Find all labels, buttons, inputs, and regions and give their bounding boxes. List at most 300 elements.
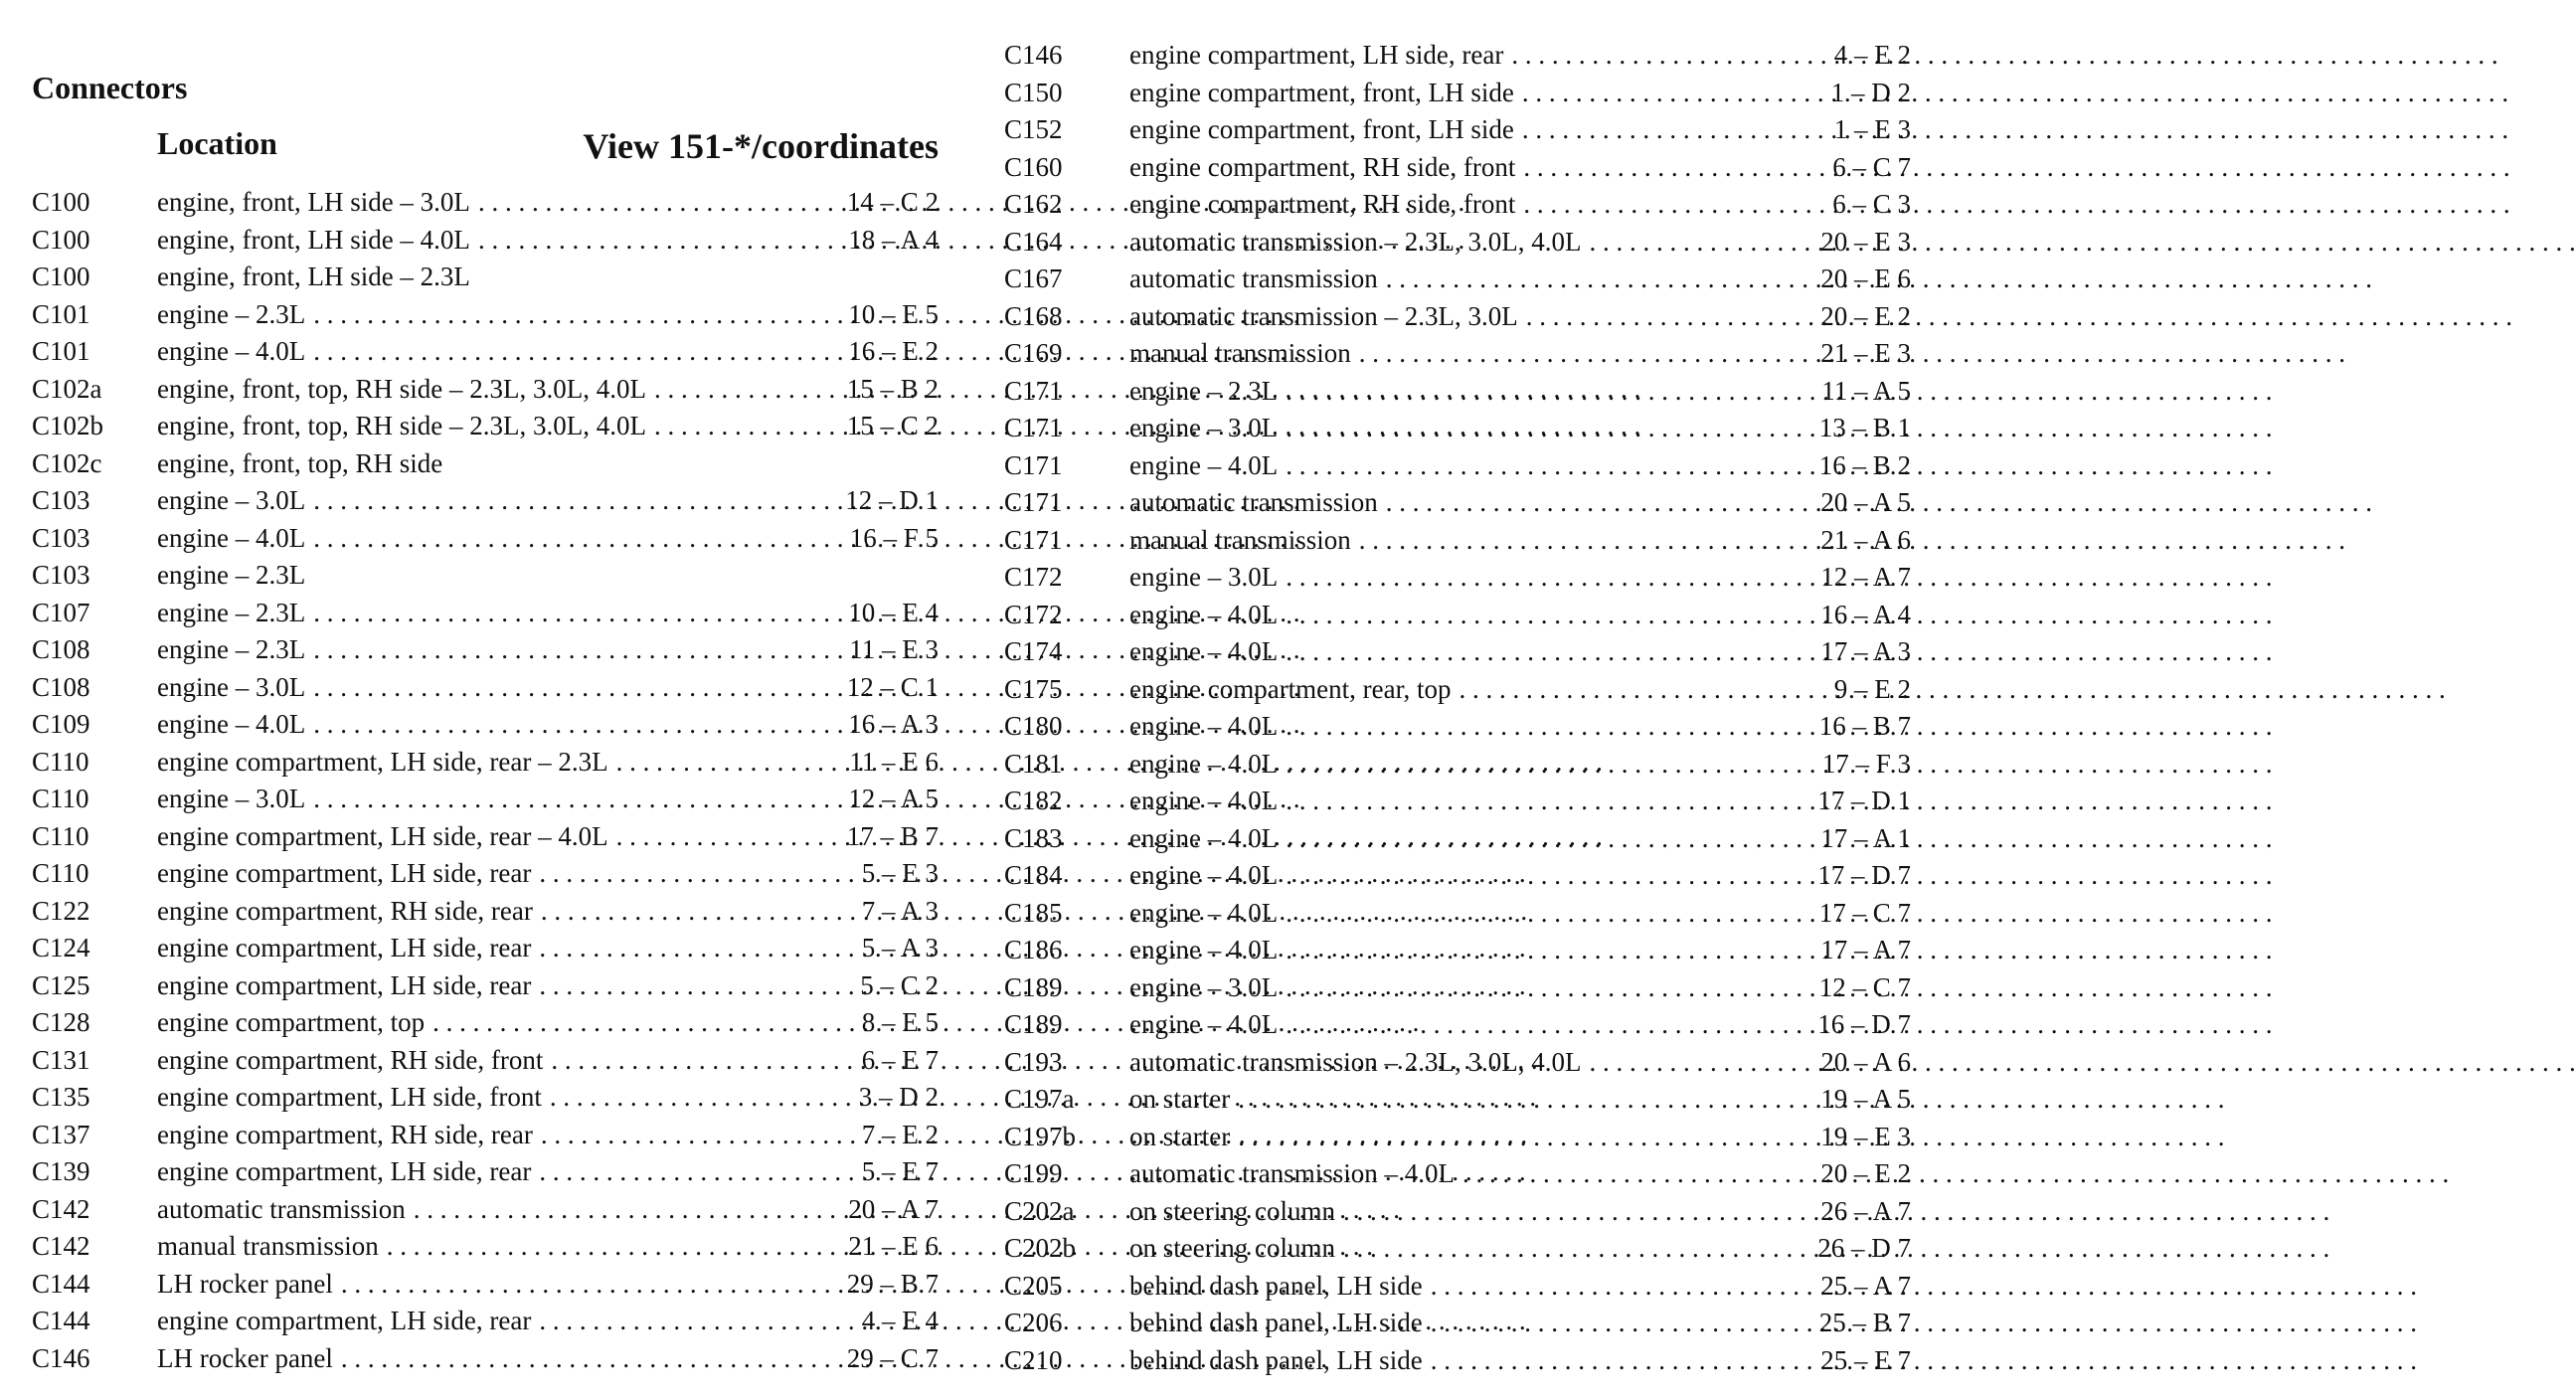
connector-location: engine compartment, LH side, rear bbox=[157, 858, 532, 888]
connector-code: C181 bbox=[1004, 748, 1063, 779]
connector-coordinates: 6 – C 7 bbox=[1832, 151, 1911, 182]
dot-leader bbox=[1286, 969, 1792, 1007]
connector-row bbox=[1004, 1155, 1911, 1193]
connector-coordinates: 20 – E 3 bbox=[1820, 226, 1911, 257]
connector-location: behind dash panel, LH side bbox=[1129, 1308, 1423, 1337]
connector-row bbox=[1004, 298, 1911, 336]
connector-location: on steering column bbox=[1129, 1233, 1335, 1263]
connector-coordinates: 17 – A 3 bbox=[1820, 636, 1911, 666]
connector-location: engine compartment, LH side, rear bbox=[157, 969, 532, 1000]
connector-location: engine – 4.0L bbox=[1129, 786, 1279, 815]
dot-leader bbox=[387, 1228, 819, 1266]
dot-leader bbox=[313, 333, 819, 371]
connector-row bbox=[32, 1266, 939, 1304]
dot-leader bbox=[551, 1042, 819, 1080]
connector-code: C102a bbox=[32, 373, 102, 404]
connector-row bbox=[32, 669, 939, 707]
dot-leader bbox=[1511, 37, 1792, 75]
connector-row bbox=[1004, 597, 1911, 634]
dot-leader bbox=[539, 1153, 819, 1191]
connector-location: automatic transmission – 2.3L, 3.0L bbox=[1129, 300, 1518, 331]
connector-coordinates: 15 – C 2 bbox=[846, 411, 939, 440]
connector-coordinates: 26 – D 7 bbox=[1817, 1233, 1911, 1263]
connector-location: engine – 4.0L bbox=[1129, 449, 1279, 480]
connector-code: C184 bbox=[1004, 860, 1063, 890]
connector-row bbox=[32, 259, 939, 296]
connector-coordinates: 4 – E 2 bbox=[1833, 40, 1911, 70]
dot-leader bbox=[1589, 224, 1792, 262]
connector-location: automatic transmission – 4.0L bbox=[1129, 1158, 1455, 1188]
connector-coordinates: 1 – D 2 bbox=[1830, 77, 1911, 107]
connector-coordinates: 12 – C 7 bbox=[1818, 971, 1911, 1002]
connector-location: engine, front, top, RH side – 2.3L, 3.0L, 4.0L bbox=[157, 373, 646, 404]
connector-location: engine – 2.3L bbox=[157, 298, 306, 329]
dot-leader bbox=[1286, 932, 1792, 969]
connector-row bbox=[1004, 447, 1911, 485]
connector-code: C183 bbox=[1004, 822, 1063, 853]
connector-row bbox=[32, 1042, 939, 1080]
connector-coordinates: 3 – D 2 bbox=[858, 1082, 939, 1112]
connector-row bbox=[1004, 1305, 1911, 1342]
dot-leader bbox=[616, 744, 819, 782]
connector-row bbox=[32, 744, 939, 782]
connector-code: C108 bbox=[32, 671, 90, 702]
dot-leader bbox=[414, 1191, 819, 1229]
connector-code: C110 bbox=[32, 784, 89, 813]
connector-location: engine – 4.0L bbox=[1129, 599, 1279, 629]
connector-location: engine – 4.0L bbox=[1129, 748, 1279, 779]
connector-location: engine – 4.0L bbox=[1129, 636, 1279, 666]
connector-row bbox=[1004, 1081, 1911, 1119]
connector-location: engine – 4.0L bbox=[1129, 897, 1279, 928]
connector-location: engine – 3.0L bbox=[157, 485, 306, 515]
connector-code: C103 bbox=[32, 522, 90, 553]
connector-location: engine compartment, RH side, front bbox=[1129, 189, 1516, 219]
connector-coordinates: 9 – E 2 bbox=[1833, 673, 1911, 704]
connector-coordinates: 14 – C 2 bbox=[846, 187, 939, 217]
connector-row bbox=[1004, 37, 1911, 75]
connector-row bbox=[32, 1303, 939, 1340]
connector-code: C122 bbox=[32, 895, 90, 926]
connector-coordinates: 25 – E 7 bbox=[1820, 1344, 1911, 1375]
connector-location: engine – 4.0L bbox=[1129, 822, 1279, 853]
connector-coordinates: 17 – D 1 bbox=[1817, 786, 1911, 815]
connector-location: engine – 4.0L bbox=[1129, 711, 1279, 741]
dot-leader bbox=[1286, 857, 1792, 895]
dot-leader bbox=[313, 482, 819, 520]
connector-row bbox=[32, 371, 939, 409]
connector-row bbox=[1004, 1006, 1911, 1044]
connector-coordinates: 16 – E 2 bbox=[848, 336, 939, 366]
dot-leader bbox=[1523, 186, 1792, 224]
connector-coordinates: 16 – A 4 bbox=[1820, 599, 1911, 629]
connector-code: C100 bbox=[32, 187, 90, 217]
connector-row bbox=[1004, 932, 1911, 969]
connector-row bbox=[1004, 484, 1911, 522]
connector-location: engine compartment, rear, top bbox=[1129, 673, 1452, 704]
connector-location: manual transmission bbox=[1129, 338, 1351, 368]
connector-code: C108 bbox=[32, 634, 90, 664]
connector-location: manual transmission bbox=[1129, 524, 1351, 555]
connector-coordinates: 7 – E 2 bbox=[861, 1119, 939, 1149]
connector-location: engine – 3.0L bbox=[1129, 562, 1279, 592]
connector-coordinates: 12 – D 1 bbox=[845, 485, 939, 515]
connector-code: C102c bbox=[32, 447, 102, 478]
connector-coordinates: 7 – A 3 bbox=[861, 895, 939, 926]
connector-location: engine – 4.0L bbox=[1129, 860, 1279, 890]
connector-coordinates: 4 – E 4 bbox=[861, 1306, 939, 1335]
connector-coordinates: 5 – E 3 bbox=[861, 858, 939, 888]
connector-coordinates: 25 – B 7 bbox=[1818, 1308, 1911, 1337]
connector-location: engine – 4.0L bbox=[157, 709, 306, 739]
page-title: Connectors bbox=[32, 70, 188, 105]
connector-row bbox=[1004, 895, 1911, 933]
connector-location: engine compartment, LH side, rear bbox=[1129, 40, 1504, 70]
connector-code: C171 bbox=[1004, 524, 1063, 555]
dot-leader bbox=[1286, 820, 1792, 858]
dot-leader bbox=[1462, 1155, 1792, 1193]
connector-location: engine compartment, RH side, rear bbox=[157, 895, 533, 926]
connector-coordinates: 17 – A 7 bbox=[1820, 935, 1911, 964]
connector-coordinates: 11 – E 6 bbox=[849, 746, 939, 777]
connector-coordinates: 12 – A 5 bbox=[848, 784, 939, 813]
connector-code: C146 bbox=[32, 1342, 90, 1373]
connector-row bbox=[1004, 1342, 1911, 1380]
connector-code: C202b bbox=[1004, 1233, 1077, 1263]
dot-leader bbox=[313, 631, 819, 669]
connector-coordinates: 25 – A 7 bbox=[1820, 1270, 1911, 1301]
connector-code: C171 bbox=[1004, 413, 1063, 442]
connector-code: C137 bbox=[32, 1119, 90, 1149]
connector-row bbox=[1004, 186, 1911, 224]
connector-location: engine – 4.0L bbox=[1129, 1009, 1279, 1039]
connector-coordinates: 17 – D 7 bbox=[1817, 860, 1911, 890]
connector-code: C144 bbox=[32, 1268, 90, 1299]
connector-location: engine – 2.3L bbox=[157, 560, 306, 590]
connector-row bbox=[1004, 633, 1911, 671]
connector-code: C171 bbox=[1004, 487, 1063, 517]
dot-leader bbox=[313, 520, 819, 558]
dot-leader bbox=[341, 1340, 819, 1378]
dot-leader bbox=[1286, 783, 1792, 820]
connector-coordinates: 20 – E 2 bbox=[1820, 300, 1911, 331]
connector-location: engine – 3.0L bbox=[1129, 413, 1279, 442]
dot-leader bbox=[539, 967, 819, 1005]
connector-list-right bbox=[1004, 37, 1911, 1379]
connector-coordinates: 21 – A 6 bbox=[1820, 524, 1911, 555]
connector-location: engine compartment, front, LH side bbox=[1129, 77, 1514, 107]
connector-row bbox=[1004, 1230, 1911, 1268]
dot-leader bbox=[1431, 1268, 1792, 1306]
connector-location: engine, front, LH side – 4.0L bbox=[157, 224, 470, 255]
connector-location: engine compartment, LH side, rear bbox=[157, 933, 532, 962]
connector-row bbox=[1004, 335, 1911, 373]
connector-row bbox=[1004, 522, 1911, 560]
connector-location: engine – 4.0L bbox=[1129, 935, 1279, 964]
dot-leader bbox=[432, 1004, 819, 1042]
connector-row bbox=[1004, 671, 1911, 709]
connector-coordinates: 21 – E 3 bbox=[1820, 338, 1911, 368]
connector-row bbox=[1004, 708, 1911, 746]
connector-row bbox=[1004, 820, 1911, 858]
location-column-header: Location bbox=[157, 125, 277, 161]
connector-code: C124 bbox=[32, 933, 90, 962]
connector-list-left bbox=[32, 184, 939, 1377]
connector-code: C103 bbox=[32, 485, 90, 515]
connector-row bbox=[32, 967, 939, 1005]
dot-leader bbox=[341, 1266, 819, 1304]
dot-leader bbox=[1286, 633, 1792, 671]
dot-leader bbox=[539, 930, 819, 967]
connector-code: C189 bbox=[1004, 971, 1063, 1002]
connector-row bbox=[32, 1191, 939, 1229]
connector-location: engine – 2.3L bbox=[157, 634, 306, 664]
connector-row bbox=[32, 333, 939, 371]
view-coordinates-column-header: View 151-*/coordinates bbox=[583, 126, 939, 166]
connector-code: C139 bbox=[32, 1156, 90, 1186]
connector-location: automatic transmission – 2.3L, 3.0L, 4.0L bbox=[1129, 226, 1582, 257]
connector-code: C142 bbox=[32, 1231, 90, 1261]
connector-coordinates: 26 – A 7 bbox=[1820, 1195, 1911, 1226]
connector-location: behind dash panel, LH side bbox=[1129, 1270, 1423, 1301]
connector-row bbox=[1004, 783, 1911, 820]
connector-location: engine compartment, RH side, rear bbox=[157, 1119, 533, 1149]
dot-leader bbox=[1286, 559, 1792, 597]
dot-leader bbox=[550, 1079, 819, 1117]
connector-code: C206 bbox=[1004, 1308, 1063, 1337]
connector-row bbox=[1004, 1044, 1911, 1082]
connector-code: C101 bbox=[32, 298, 90, 329]
dot-leader bbox=[616, 818, 819, 856]
connector-location: on starter bbox=[1129, 1084, 1231, 1114]
dot-leader bbox=[539, 1303, 819, 1340]
connector-location: engine, front, LH side – 2.3L bbox=[157, 262, 470, 291]
dot-leader bbox=[1386, 484, 1792, 522]
connector-coordinates: 13 – B 1 bbox=[1818, 413, 1911, 442]
connector-location: engine – 3.0L bbox=[157, 784, 306, 813]
connector-coordinates: 19 – A 5 bbox=[1820, 1084, 1911, 1114]
connector-location: automatic transmission bbox=[1129, 487, 1378, 517]
dot-leader bbox=[1286, 895, 1792, 933]
connector-row bbox=[32, 1004, 939, 1042]
connector-code: C172 bbox=[1004, 599, 1063, 629]
connector-code: C109 bbox=[32, 709, 90, 739]
connector-location: engine – 4.0L bbox=[157, 522, 306, 553]
connector-coordinates: 20 – A 6 bbox=[1820, 1046, 1911, 1077]
connector-code: C172 bbox=[1004, 562, 1063, 592]
connector-row bbox=[1004, 410, 1911, 447]
connector-row bbox=[32, 631, 939, 669]
connector-row bbox=[1004, 1268, 1911, 1306]
connector-coordinates: 20 – A 7 bbox=[848, 1193, 939, 1224]
connector-code: C202a bbox=[1004, 1195, 1075, 1226]
connector-coordinates: 11 – E 3 bbox=[849, 634, 939, 664]
connector-code: C100 bbox=[32, 224, 90, 255]
connector-code: C164 bbox=[1004, 226, 1063, 257]
dot-leader bbox=[1286, 373, 1792, 411]
connector-row bbox=[32, 893, 939, 931]
connector-row bbox=[32, 184, 939, 222]
dot-leader bbox=[1526, 298, 1792, 336]
dot-leader bbox=[478, 184, 819, 222]
connector-row bbox=[32, 1117, 939, 1154]
connector-code: C182 bbox=[1004, 786, 1063, 815]
connector-location: engine – 3.0L bbox=[157, 671, 306, 702]
connector-code: C160 bbox=[1004, 151, 1063, 182]
connector-location: behind dash panel, LH side bbox=[1129, 1344, 1423, 1375]
dot-leader bbox=[313, 595, 819, 632]
connector-location: automatic transmission bbox=[157, 1193, 406, 1224]
connector-coordinates: 10 – E 4 bbox=[848, 597, 939, 627]
connector-coordinates: 16 – F 5 bbox=[849, 522, 939, 553]
connector-row bbox=[32, 296, 939, 334]
connector-coordinates: 12 – C 1 bbox=[846, 671, 939, 702]
dot-leader bbox=[1286, 708, 1792, 746]
connector-code: C185 bbox=[1004, 897, 1063, 928]
connector-row bbox=[1004, 149, 1911, 187]
connector-code: C135 bbox=[32, 1082, 90, 1112]
connector-coordinates: 5 – E 7 bbox=[861, 1156, 939, 1186]
connector-location: engine compartment, LH side, rear bbox=[157, 1156, 532, 1186]
connector-coordinates: 16 – B 7 bbox=[1818, 711, 1911, 741]
dot-leader bbox=[478, 222, 819, 260]
connector-row bbox=[1004, 224, 1911, 262]
connector-coordinates: 29 – B 7 bbox=[846, 1268, 939, 1299]
dot-leader bbox=[1522, 111, 1792, 149]
dot-leader bbox=[1431, 1342, 1792, 1380]
connector-code: C186 bbox=[1004, 935, 1063, 964]
dot-leader bbox=[313, 706, 819, 744]
connector-location: on steering column bbox=[1129, 1195, 1335, 1226]
connector-coordinates: 16 – B 2 bbox=[1818, 449, 1911, 480]
connector-location: engine – 4.0L bbox=[157, 336, 306, 366]
connector-location: engine, front, LH side – 3.0L bbox=[157, 187, 470, 217]
connector-location: engine – 3.0L bbox=[1129, 971, 1279, 1002]
connector-location: engine compartment, LH side, front bbox=[157, 1082, 542, 1112]
connector-row bbox=[1004, 857, 1911, 895]
connector-location: engine compartment, front, LH side bbox=[1129, 114, 1514, 144]
connector-coordinates: 17 – F 3 bbox=[1821, 748, 1911, 779]
dot-leader bbox=[541, 1117, 819, 1154]
connector-code: C110 bbox=[32, 820, 89, 851]
connector-code: C152 bbox=[1004, 114, 1063, 144]
connector-row bbox=[1004, 1193, 1911, 1231]
connector-coordinates: 5 – C 2 bbox=[860, 969, 939, 1000]
connector-location: engine compartment, RH side, front bbox=[157, 1044, 544, 1075]
connector-coordinates: 6 – E 7 bbox=[861, 1044, 939, 1075]
connector-code: C180 bbox=[1004, 711, 1063, 741]
connector-code: C189 bbox=[1004, 1009, 1063, 1039]
dot-leader bbox=[1343, 1193, 1792, 1231]
dot-leader bbox=[313, 669, 819, 707]
connector-coordinates: 17 – A 1 bbox=[1820, 822, 1911, 853]
connector-code: C169 bbox=[1004, 338, 1063, 368]
connector-location: engine, front, top, RH side – 2.3L, 3.0L, 4.0L bbox=[157, 411, 646, 440]
connector-coordinates: 16 – D 7 bbox=[1817, 1009, 1911, 1039]
connector-row bbox=[1004, 1119, 1911, 1156]
connector-coordinates: 16 – A 3 bbox=[848, 709, 939, 739]
dot-leader bbox=[313, 296, 819, 334]
connector-coordinates: 17 – C 7 bbox=[1818, 897, 1911, 928]
connector-coordinates: 1 – E 3 bbox=[1833, 114, 1911, 144]
connector-location: LH rocker panel bbox=[157, 1268, 333, 1299]
connector-location: engine – 2.3L bbox=[1129, 375, 1279, 406]
connector-coordinates: 19 – E 3 bbox=[1820, 1121, 1911, 1151]
connector-location: engine compartment, RH side, front bbox=[1129, 151, 1516, 182]
connector-row bbox=[32, 482, 939, 520]
connector-coordinates: 10 – E 5 bbox=[848, 298, 939, 329]
connector-row bbox=[1004, 261, 1911, 298]
connector-code: C101 bbox=[32, 336, 90, 366]
connector-location: engine compartment, LH side, rear bbox=[157, 1306, 532, 1335]
connector-coordinates: 5 – A 3 bbox=[861, 933, 939, 962]
dot-leader bbox=[1286, 597, 1792, 634]
dot-leader bbox=[1460, 671, 1792, 709]
connector-location: automatic transmission bbox=[1129, 263, 1378, 293]
connector-row bbox=[1004, 746, 1911, 784]
connector-code: C131 bbox=[32, 1044, 90, 1075]
connector-row bbox=[32, 1079, 939, 1117]
connector-row bbox=[32, 855, 939, 893]
connector-row bbox=[32, 818, 939, 856]
connector-location: on starter bbox=[1129, 1121, 1231, 1151]
dot-leader bbox=[1589, 1044, 1792, 1082]
connector-coordinates: 21 – E 6 bbox=[848, 1231, 939, 1261]
connector-code: C205 bbox=[1004, 1270, 1063, 1301]
dot-leader bbox=[1386, 261, 1792, 298]
dot-leader bbox=[1523, 149, 1792, 187]
dot-leader bbox=[1522, 75, 1792, 112]
connector-code: C125 bbox=[32, 969, 90, 1000]
connector-code: C171 bbox=[1004, 375, 1063, 406]
connector-code: C128 bbox=[32, 1007, 90, 1037]
connector-row bbox=[32, 1228, 939, 1266]
connector-code: C110 bbox=[32, 858, 89, 888]
dot-leader bbox=[1286, 1006, 1792, 1044]
connector-row bbox=[32, 781, 939, 818]
connector-location: engine compartment, LH side, rear – 2.3L bbox=[157, 746, 608, 777]
connector-row bbox=[1004, 75, 1911, 112]
connector-row bbox=[32, 520, 939, 558]
connector-row bbox=[32, 930, 939, 967]
dot-leader bbox=[1359, 335, 1792, 373]
connector-row bbox=[1004, 969, 1911, 1007]
connector-row bbox=[32, 408, 939, 445]
connector-coordinates: 6 – C 3 bbox=[1832, 189, 1911, 219]
connector-coordinates: 17 – B 7 bbox=[846, 820, 939, 851]
connector-row bbox=[32, 1340, 939, 1378]
connector-row bbox=[32, 557, 939, 595]
connector-coordinates: 12 – A 7 bbox=[1820, 562, 1911, 592]
dot-leader bbox=[1431, 1305, 1792, 1342]
dot-leader bbox=[539, 855, 819, 893]
connector-row bbox=[32, 445, 939, 483]
connector-coordinates: 8 – E 5 bbox=[861, 1007, 939, 1037]
connector-coordinates: 11 – A 5 bbox=[1821, 375, 1911, 406]
dot-leader bbox=[654, 408, 819, 445]
dot-leader bbox=[541, 893, 819, 931]
connector-coordinates: 18 – A 4 bbox=[848, 224, 939, 255]
connector-row bbox=[1004, 559, 1911, 597]
connector-coordinates: 20 – E 2 bbox=[1820, 1158, 1911, 1188]
dot-leader bbox=[313, 781, 819, 818]
connector-code: C142 bbox=[32, 1193, 90, 1224]
connector-code: C167 bbox=[1004, 263, 1063, 293]
connector-code: C174 bbox=[1004, 636, 1063, 666]
connector-row bbox=[32, 222, 939, 260]
connector-coordinates: 20 – E 6 bbox=[1820, 263, 1911, 293]
connector-row bbox=[32, 595, 939, 632]
